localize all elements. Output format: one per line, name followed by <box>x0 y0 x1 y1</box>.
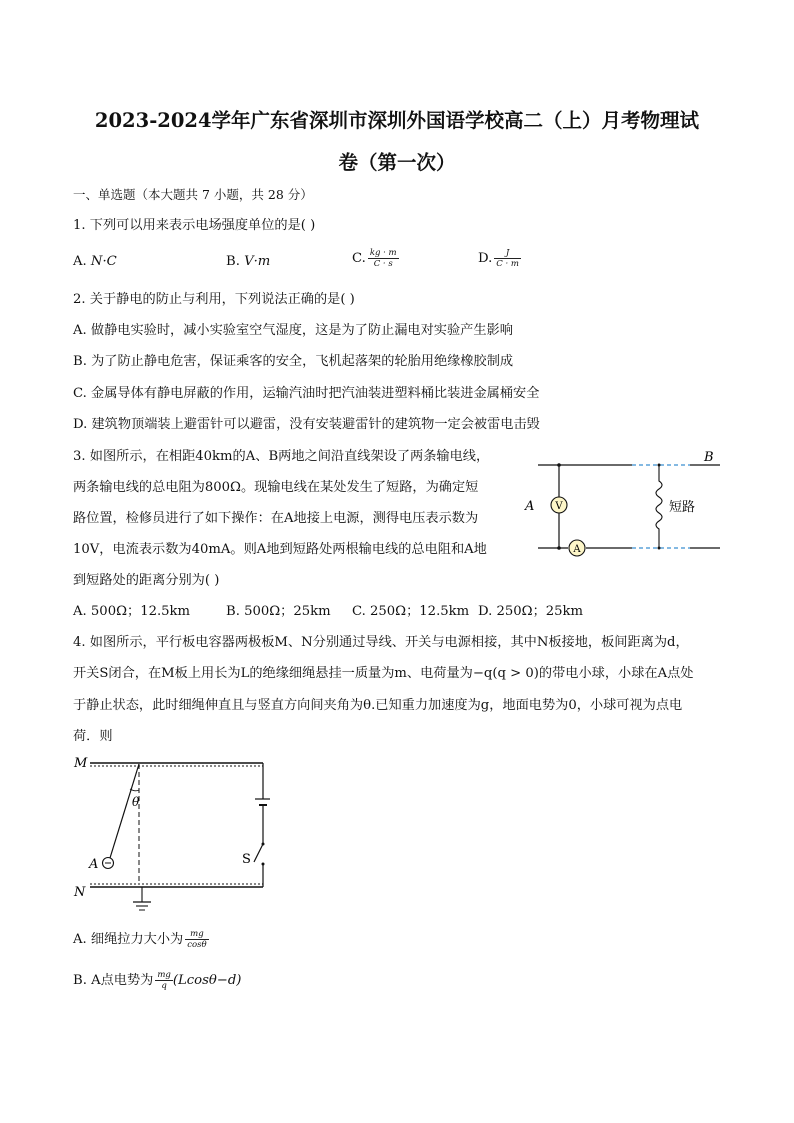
q1-option-a: A. N·C <box>73 254 117 269</box>
switch-icon <box>254 844 263 862</box>
q4-line-3: 于静止状态，此时细绳伸直且与竖直方向间夹角为θ.已知重力加速度为g，地面电势为0，小球可视为点电 <box>73 698 683 713</box>
q2-option-c: C. 金属导体有静电屏蔽的作用，运输汽油时把汽油装进塑料桶比装进金属桶安全 <box>73 386 540 401</box>
q2-option-a: A. 做静电实验时，减小实验室空气湿度，这是为了防止漏电对实验产生影响 <box>73 323 513 338</box>
svg-text:A: A <box>573 544 581 555</box>
q4-line-4: 荷．则 <box>73 729 113 744</box>
svg-text:V: V <box>555 501 563 512</box>
q2-stem: 2. 关于静电的防止与利用，下列说法正确的是( ) <box>73 292 355 307</box>
svg-text:θ: θ <box>132 795 140 809</box>
title-line-1: 2023-2024学年广东省深圳市深圳外国语学校高二（上）月考物理试 <box>94 109 700 132</box>
short-circuit-wire <box>656 465 662 548</box>
q3-option-a: A. 500Ω；12.5km <box>73 604 191 619</box>
q4-option-b: B. A点电势为 $\frac{mg}{q}$ (Lcosθ−d) <box>73 970 242 991</box>
q4-option-a: A. 细绳拉力大小为 $\frac{mg}{\cos\theta}$ <box>73 929 207 950</box>
q3-circuit-figure <box>520 446 725 562</box>
svg-text:A: A <box>89 857 99 872</box>
svg-text:N: N <box>74 885 86 900</box>
q3-line-3: 路位置，检修员进行了如下操作：在A地接上电源，测得电压表示数为 <box>73 511 479 526</box>
q3-line-5: 到短路处的距离分别为( ) <box>73 573 220 588</box>
q3-line-2: 两条输电线的总电阻为800Ω。现输电线在某处发生了短路，为确定短 <box>73 480 479 495</box>
q4-line-2: 开关S闭合，在M板上用长为L的绝缘细绳悬挂一质量为m、电荷量为−q(q > 0)的带电小球，小球在A点处 <box>73 666 694 681</box>
svg-text:S: S <box>242 852 251 867</box>
q1-option-d: D. $\frac{J}{C \cdot m}$ <box>478 248 519 269</box>
q3-option-d: D. 250Ω；25km <box>478 604 584 619</box>
q4-line-1: 4. 如图所示，平行板电容器两极板M、N分别通过导线、开关与电源相接，其中N板接地，板间距离为d， <box>73 635 689 650</box>
svg-text:M: M <box>74 756 88 771</box>
title-line-2: 卷（第一次） <box>338 151 456 174</box>
section-heading: 一、单选题（本大题共 7 小题，共 28 分） <box>73 187 313 202</box>
q3-line-1: 3. 如图所示，在相距40km的A、B两地之间沿直线架设了两条输电线， <box>73 449 490 464</box>
q3-option-b: B. 500Ω；25km <box>226 604 331 619</box>
q2-option-b: B. 为了防止静电危害，保证乘客的安全，飞机起落架的轮胎用绝缘橡胶制成 <box>73 354 514 369</box>
q3-line-4: 10V，电流表示数为40mA。则A地到短路处两根输电线的总电阻和A地 <box>73 542 487 557</box>
q3-option-c: C. 250Ω；12.5km <box>352 604 470 619</box>
q2-option-d: D. 建筑物顶端装上避雷针可以避雷，没有安装避雷针的建筑物一定会被雷电击毁 <box>73 417 540 432</box>
q1-option-b: B. V·m <box>226 254 271 269</box>
q1-option-c: C. $\frac{kg \cdot m}{C \cdot s}$ <box>352 248 397 269</box>
svg-text:B: B <box>704 450 714 465</box>
svg-text:短路: 短路 <box>669 500 696 515</box>
q1-stem: 1. 下列可以用来表示电场强度单位的是( ) <box>73 218 316 233</box>
q4-capacitor-figure <box>70 752 270 917</box>
svg-text:A: A <box>525 499 535 514</box>
